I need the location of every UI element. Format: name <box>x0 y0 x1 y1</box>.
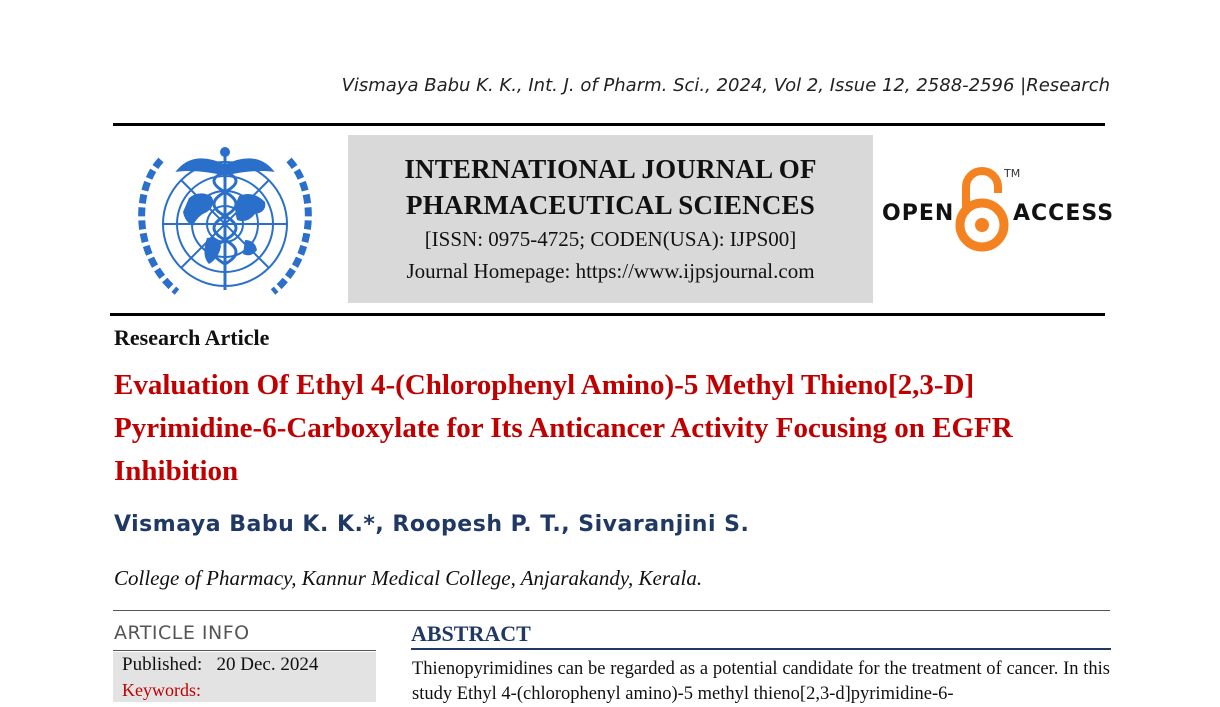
article-info-rule <box>113 650 376 651</box>
author-list: Vismaya Babu K. K.*, Roopesh P. T., Sivaranjini S. <box>114 512 750 537</box>
published-date <box>122 654 318 676</box>
trademark-mark: TM <box>1004 167 1021 180</box>
abstract-rule <box>411 648 1111 650</box>
header-rule-bottom <box>110 313 1105 316</box>
article-title <box>114 364 1114 493</box>
journal-homepage: Journal Homepage: https://www.ijpsjournal.com <box>406 259 815 283</box>
article-title-line3: Inhibition <box>114 455 239 487</box>
abstract-text: Thienopyrimidines can be regarded as a potential candidate for the treatment of cancer. In this study Ethyl 4-(chlorophenyl amino)-5 methyl thieno[2,3-d]pyrimidine-6- <box>412 659 1110 704</box>
open-access-word-open: OPEN <box>882 201 955 226</box>
open-access-logo <box>880 165 1115 255</box>
globe-caduceus-emblem-icon <box>127 138 323 306</box>
journal-masthead <box>348 135 873 303</box>
article-type: Research Article <box>114 325 270 350</box>
open-access-word-access: ACCESS <box>1013 201 1115 226</box>
article-title-line2: Pyrimidine-6-Carboxylate for Its Anticancer Activity Focusing on EGFR <box>114 412 1013 444</box>
header-rule-top <box>113 123 1105 126</box>
article-info-heading: ARTICLE INFO <box>114 622 250 644</box>
affiliation: College of Pharmacy, Kannur Medical College, Anjarakandy, Kerala. <box>114 566 703 590</box>
journal-title-line1: INTERNATIONAL JOURNAL OF <box>404 154 817 184</box>
abstract-heading: ABSTRACT <box>411 621 531 646</box>
article-title-line1: Evaluation Of Ethyl 4-(Chlorophenyl Amino)-5 Methyl Thieno[2,3-D] <box>114 369 975 401</box>
journal-issn: [ISSN: 0975-4725; CODEN(USA): IJPS00] <box>424 227 797 251</box>
open-lock-icon <box>952 165 1012 253</box>
published-label: Published: <box>122 654 203 675</box>
running-header: Vismaya Babu K. K., Int. J. of Pharm. Sci., 2024, Vol 2, Issue 12, 2588-2596 |Research <box>341 75 1110 96</box>
published-value: 20 Dec. 2024 <box>216 654 319 675</box>
keywords-label: Keywords: <box>122 680 201 700</box>
section-divider <box>113 610 1110 611</box>
journal-title-line2: PHARMACEUTICAL SCIENCES <box>406 190 815 220</box>
